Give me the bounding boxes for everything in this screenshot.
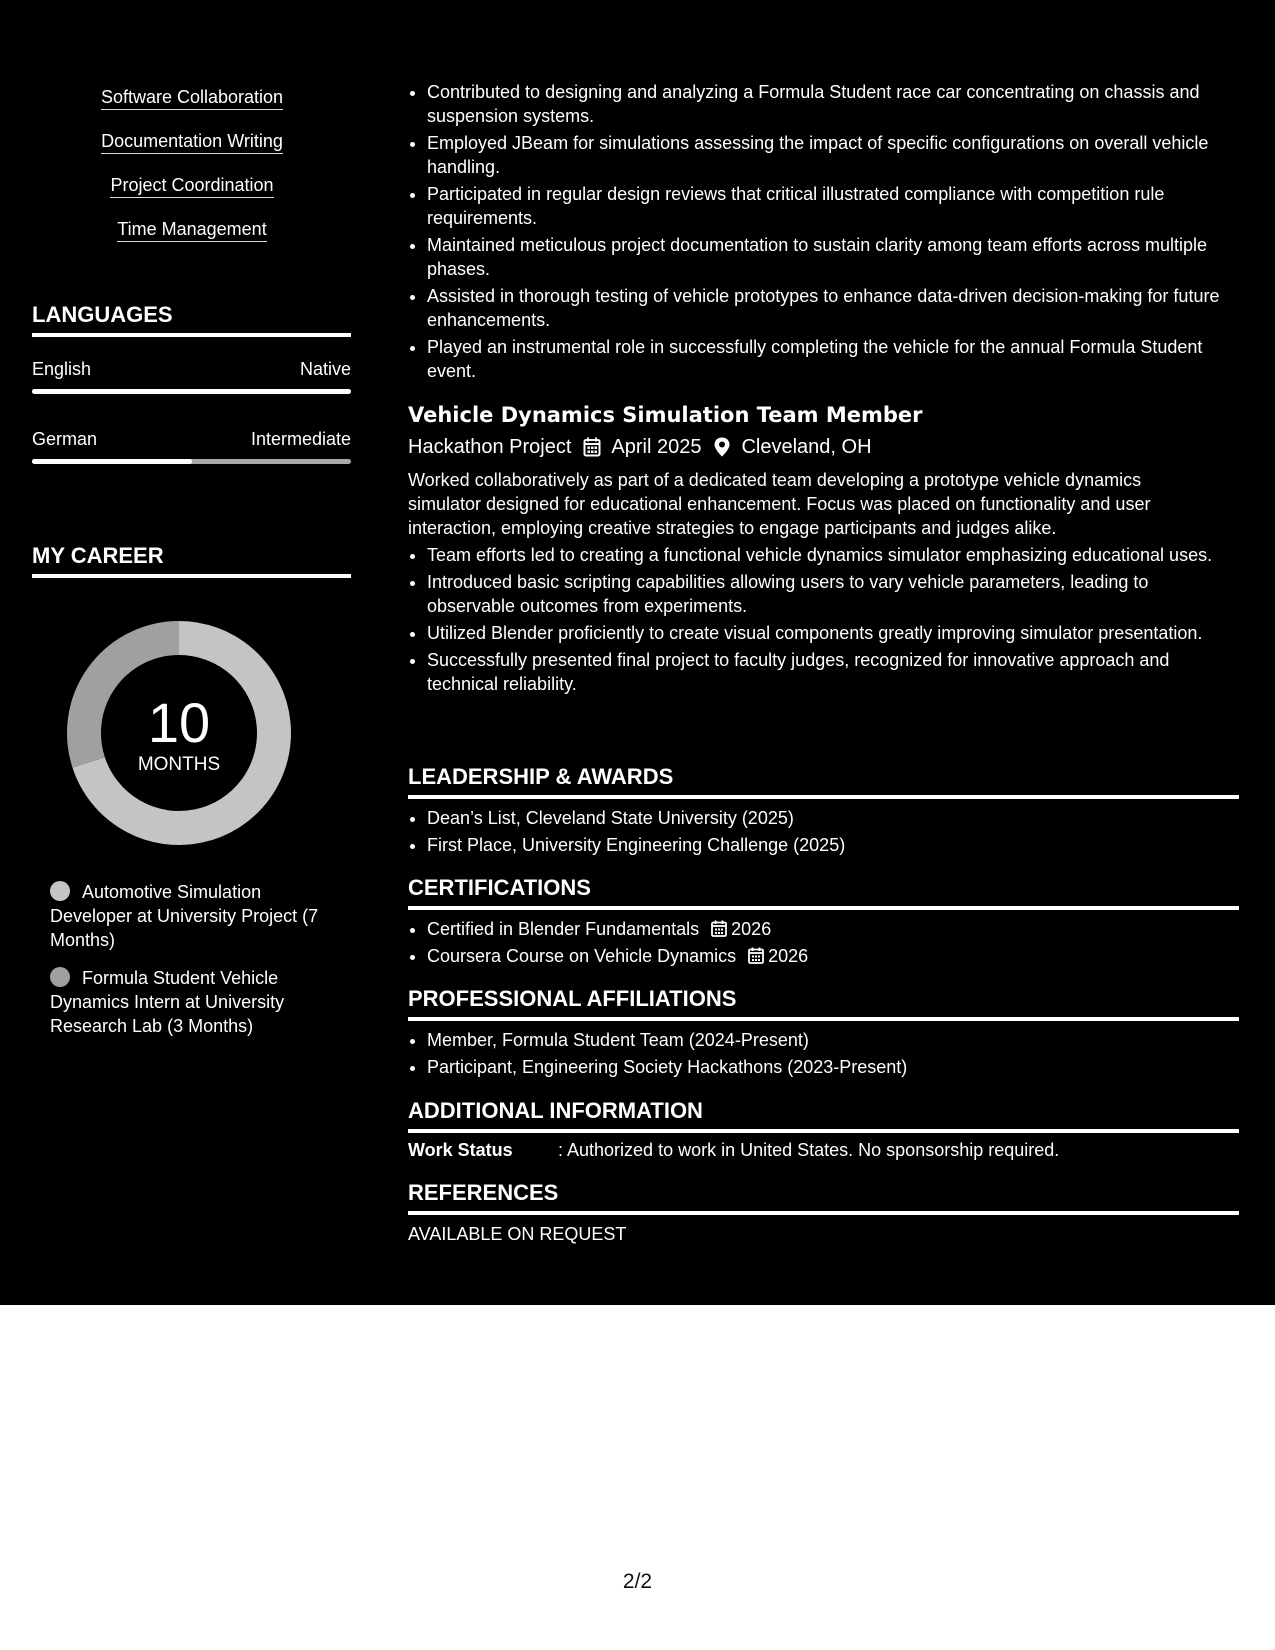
- page-number: 2/2: [622, 1570, 653, 1593]
- skill-item: [32, 218, 352, 242]
- affiliations-heading: PROFESSIONAL AFFILIATIONS: [408, 986, 1239, 1021]
- work-status-value: : Authorized to work in United States. No sponsorship required.: [558, 1140, 1060, 1160]
- experience-bullets: [408, 80, 1243, 386]
- affiliations-list: [408, 1028, 1239, 1082]
- calendar-icon: [748, 947, 764, 964]
- work-status-label: Work Status: [408, 1140, 513, 1160]
- career-legend: [50, 880, 320, 1052]
- career-heading: MY CAREER: [32, 543, 351, 578]
- languages-heading: LANGUAGES: [32, 302, 351, 337]
- skill-item: [32, 174, 352, 198]
- skill-item: [32, 130, 352, 154]
- language-bar-fill: [32, 459, 192, 464]
- list-item: • Member, Formula Student Team (2024-Present): [427, 1028, 1239, 1052]
- certifications-heading: CERTIFICATIONS: [408, 875, 1239, 910]
- leadership-heading: LEADERSHIP & AWARDS: [408, 764, 1239, 799]
- legend-dot: [50, 967, 70, 987]
- list-item: • First Place, University Engineering Challenge (2025): [427, 833, 1239, 857]
- additional-info-heading: ADDITIONAL INFORMATION: [408, 1098, 1239, 1133]
- certification-name: Coursera Course on Vehicle Dynamics: [427, 946, 737, 966]
- career-legend-item: [50, 966, 320, 1038]
- list-item: • Participant, Engineering Society Hackathons (2023-Present): [427, 1055, 1239, 1079]
- career-legend-label: Formula Student Vehicle Dynamics Intern at University Research Lab (3 Months): [50, 968, 285, 1036]
- bullet-item: • Employed JBeam for simulations assessing the impact of specific configurations on overall vehicle handling.: [427, 131, 1243, 179]
- language-german: [32, 428, 351, 464]
- career-total: [66, 620, 292, 846]
- job-company: Hackathon Project: [408, 436, 572, 458]
- leadership-list: [408, 806, 1239, 860]
- location-pin-icon: [713, 437, 731, 457]
- language-bar: [32, 389, 351, 394]
- skill-label: Time Management: [117, 218, 266, 242]
- career-legend-label: Automotive Simulation Developer at University Project (7 Months): [50, 882, 319, 950]
- certifications-list: [408, 917, 1239, 971]
- skills-list: [32, 86, 352, 262]
- bullet-item: • Participated in regular design reviews that critical illustrated compliance with competition rule requirements.: [427, 182, 1243, 230]
- career-total-value: 10: [147, 691, 211, 754]
- bullet-item: • Successfully presented final project to faculty judges, recognized for innovative approach and technical reliability.: [427, 648, 1233, 696]
- skill-label: Project Coordination: [110, 174, 273, 198]
- certification-year: 2026: [768, 946, 809, 966]
- bullet-item: • Maintained meticulous project documentation to sustain clarity among team efforts across multiple phases.: [427, 233, 1243, 281]
- language-name: English: [32, 359, 92, 379]
- bullet-item: • Played an instrumental role in successfully completing the vehicle for the annual Formula Student event.: [427, 335, 1243, 383]
- language-name: German: [32, 429, 98, 449]
- career-total-unit: MONTHS: [137, 754, 221, 775]
- legend-dot: [50, 881, 70, 901]
- skill-label: Documentation Writing: [101, 130, 283, 154]
- career-legend-item: [50, 880, 320, 952]
- calendar-icon: [583, 437, 601, 457]
- language-bar-fill: [32, 389, 351, 394]
- job-description: Worked collaboratively as part of a dedicated team developing a prototype vehicle dynamics simulator designed for educational enhancement. Focus was placed on functionality and user interaction, employing creative strategies to engage participants and judges alike.: [408, 470, 1151, 538]
- job-title: Vehicle Dynamics Simulation Team Member: [408, 403, 923, 427]
- references-text: AVAILABLE ON REQUEST: [408, 1224, 627, 1244]
- job-date: April 2025: [611, 436, 702, 458]
- bullet-item: • Utilized Blender proficiently to create visual components greatly improving simulator presentation.: [427, 621, 1233, 645]
- bullet-item: • Team efforts led to creating a functional vehicle dynamics simulator emphasizing educational uses.: [427, 543, 1233, 567]
- bullet-item: • Assisted in thorough testing of vehicle prototypes to enhance data-driven decision-making for future enhancements.: [427, 284, 1243, 332]
- bullet-item: • Introduced basic scripting capabilities allowing users to vary vehicle parameters, leading to observable outcomes from experiments.: [427, 570, 1233, 618]
- job-meta: [408, 434, 872, 460]
- job-location: Cleveland, OH: [741, 436, 872, 458]
- language-level: Native: [299, 359, 351, 379]
- certification-item: [427, 917, 1239, 941]
- certification-item: [427, 944, 1239, 968]
- certification-year: 2026: [731, 919, 772, 939]
- language-level: Intermediate: [250, 429, 351, 449]
- language-english: [32, 358, 351, 394]
- certification-name: Certified in Blender Fundamentals: [427, 919, 700, 939]
- language-bar: [32, 459, 351, 464]
- calendar-icon: [711, 920, 727, 937]
- skill-item: [32, 86, 352, 110]
- job-bullets: [408, 543, 1233, 699]
- references-heading: REFERENCES: [408, 1180, 1239, 1215]
- list-item: • Dean’s List, Cleveland State University (2025): [427, 806, 1239, 830]
- bullet-item: • Contributed to designing and analyzing a Formula Student race car concentrating on chassis and suspension systems.: [427, 80, 1243, 128]
- work-status-row: [408, 1138, 1059, 1162]
- skill-label: Software Collaboration: [101, 86, 283, 110]
